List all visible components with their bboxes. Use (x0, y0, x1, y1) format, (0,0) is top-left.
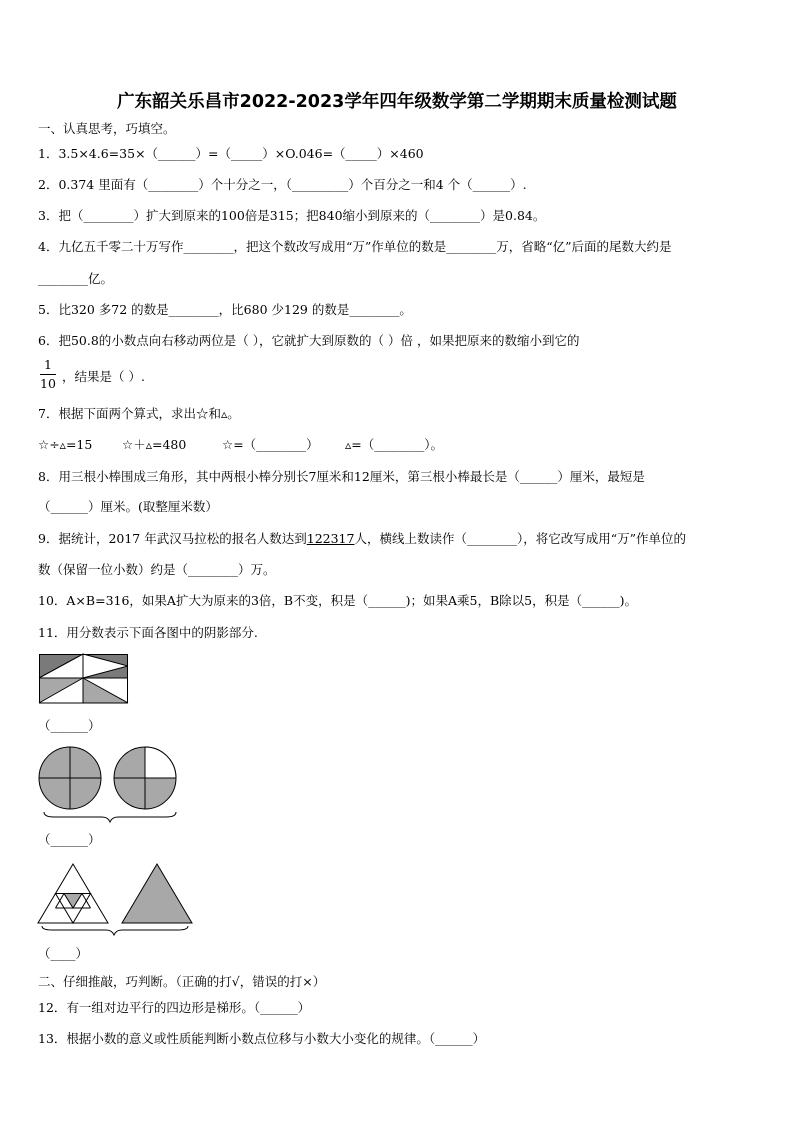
question-4-line2: ________亿。 (38, 271, 114, 286)
fraction-bar (40, 374, 56, 375)
fraction-one-tenth (38, 357, 58, 392)
question-7-eq1: ☆÷▵=15 (38, 437, 93, 452)
page-title: 广东韶关乐昌市2022-2023学年四年级数学第二学期期末质量检测试题 (117, 92, 677, 112)
question-8-line2: （______）厘米。(取整厘米数） (38, 499, 218, 514)
question-9-line1 (38, 531, 686, 547)
question-2: 2．0.374 里面有（________）个十分之一，（_________）个百分之一和4 个（______）. (38, 177, 527, 192)
question-8-line1: 8．用三根小棒围成三角形，其中两根小棒分别长7厘米和12厘米，第三根小棒最长是（______）厘米，最短是 (38, 469, 645, 484)
question-6-line1: 6．把50.8的小数点向右移动两位是（ ），它就扩大到原数的（ ）倍 ，如果把原来的数缩小到它的 (38, 333, 580, 348)
question-13: 13．根据小数的意义或性质能判断小数点位移与小数大小变化的规律。（______） (38, 1031, 486, 1046)
fraction-denominator: 10 (40, 376, 56, 391)
question-6-line2: ，结果是（ ）. (62, 369, 145, 384)
answer-blank-figure-c: （____） (38, 946, 89, 961)
question-7-answer-star: ☆=（________） (222, 437, 319, 452)
figure-triangles (38, 862, 196, 942)
question-12: 12．有一组对边平行的四边形是梯形。（______） (38, 1000, 311, 1015)
question-10: 10．A×B=316，如果A扩大为原来的3倍，B不变，积是（______)；如果A乘5，B除以5，积是（______)。 (38, 593, 637, 608)
question-9-text-a: 9．据统计，2017 年武汉马拉松的报名人数达到 (38, 531, 307, 546)
circles-brace (44, 812, 176, 822)
fraction-numerator: 1 (44, 357, 52, 372)
question-5: 5．比320 多72 的数是________，比680 少129 的数是________。 (38, 302, 412, 317)
answer-blank-figure-a: （______） (38, 718, 101, 733)
answer-blank-figure-b: （______） (38, 832, 101, 847)
question-9-line2: 数（保留一位小数）约是（________）万。 (38, 562, 276, 577)
figure-circles (38, 746, 180, 826)
section2-heading: 二、仔细推敲，巧判断。（正确的打√，错误的打×） (38, 974, 326, 989)
question-3: 3．把（________）扩大到原来的100倍是315；把840缩小到原来的（________）是0.84。 (38, 208, 546, 223)
question-1: 1．3.5×4.6=35×（______）=（_____）×O.046=（_____）×460 (38, 146, 424, 161)
circle-right-white-quarter (145, 747, 176, 778)
question-7-answer-triangle: ▵=（________）。 (345, 437, 443, 452)
question-7: 7．根据下面两个算式，求出☆和▵。 (38, 406, 240, 421)
question-7-eq2: ☆＋▵=480 (122, 437, 187, 452)
triangle-right-shaded (122, 864, 192, 923)
question-9-underlined-number: 122317 (306, 531, 355, 546)
question-11: 11．用分数表示下面各图中的阴影部分. (38, 625, 258, 640)
question-4-line1: 4．九亿五千零二十万写作________，把这个数改写成用“万”作单位的数是________万，省略“亿”后面的尾数大约是 (38, 239, 672, 254)
section1-heading: 一、认真思考，巧填空。 (38, 121, 176, 136)
question-9-text-b: 人，横线上数读作（________），将它改写成用“万”作单位的 (354, 531, 687, 546)
figure-rectangle (39, 654, 128, 704)
triangles-brace (42, 926, 188, 935)
